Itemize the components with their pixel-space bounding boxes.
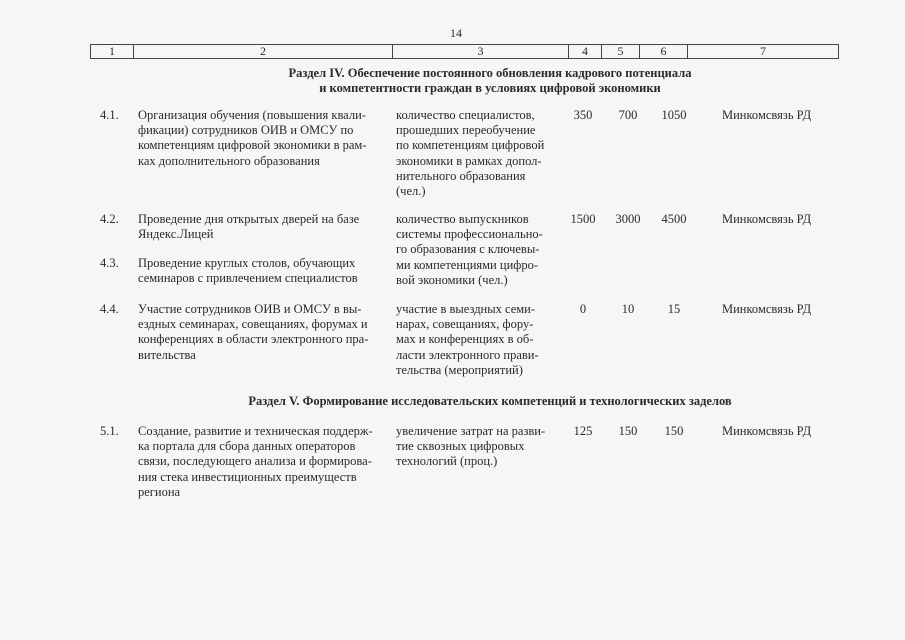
activity-line: Организация обучения (повышения квали- [138, 108, 366, 122]
activity-line: ездных семинарах, совещаниях, форумах и [138, 317, 368, 332]
activity-line: Яндекс.Лицей [138, 227, 214, 242]
activity-text [138, 256, 388, 286]
row-number: 5.1. [100, 424, 119, 438]
activity-line: Проведение круглых столов, обучающих [138, 256, 356, 270]
indicator-text [396, 424, 556, 470]
value-year2: 150 [618, 424, 638, 438]
column-number: 5 [602, 45, 640, 59]
activity-line: ния стека инвестиционных преимуществ [138, 469, 357, 484]
activity-line: региона [138, 484, 181, 499]
value-year2: 700 [618, 108, 638, 122]
column-number: 1 [91, 45, 134, 59]
indicator-line: мах и конференциях в об- [396, 332, 534, 347]
value-year1: 1500 [570, 212, 596, 226]
indicator-line: нительного образования [396, 168, 526, 183]
responsible: Минкомсвязь РД [722, 424, 812, 438]
value-year3: 1050 [661, 108, 687, 122]
activity-line: семинаров с привлечением специалистов [138, 271, 358, 286]
column-number: 6 [640, 45, 688, 59]
activity-line: фикации) сотрудников ОИВ и ОМСУ по [138, 123, 354, 138]
indicator-line: вой экономики (чел.) [396, 272, 508, 287]
value-year1: 125 [573, 424, 593, 438]
activity-line: ках дополнительного образования [138, 153, 320, 168]
row-number: 4.2. [100, 212, 119, 226]
activity-line: вительства [138, 347, 196, 362]
indicator-text [396, 212, 556, 288]
column-number: 7 [688, 45, 839, 59]
responsible: Минкомсвязь РД [722, 302, 812, 316]
value-year1: 0 [579, 302, 587, 316]
indicator-text [396, 108, 556, 199]
value-year2: 3000 [615, 212, 641, 226]
indicator-line: тельства (мероприятий) [396, 362, 523, 377]
activity-line: ка портала для сбора данных операторов [138, 439, 356, 454]
indicator-line: увеличение затрат на разви- [396, 424, 546, 438]
indicator-line: экономики в рамках допол- [396, 153, 542, 168]
activity-line: связи, последующего анализа и формирова- [138, 454, 372, 469]
indicator-line: ми компетенциями цифро- [396, 257, 539, 272]
activity-line: Создание, развитие и техническая поддерж- [138, 424, 373, 438]
indicator-line: го образования с ключевы- [396, 242, 540, 257]
responsible: Минкомсвязь РД [722, 212, 812, 226]
column-number: 3 [393, 45, 569, 59]
value-year2: 10 [621, 302, 635, 316]
indicator-line: количество специалистов, [396, 108, 535, 122]
indicator-line: (чел.) [396, 184, 426, 199]
activity-text [138, 108, 388, 169]
indicator-line: участие в выездных семи- [396, 302, 536, 316]
column-number: 4 [569, 45, 602, 59]
indicator-line: тие сквозных цифровых [396, 439, 525, 454]
indicator-line: количество выпускников [396, 212, 529, 226]
indicator-line: технологий (проц.) [396, 454, 498, 469]
row-number: 4.1. [100, 108, 119, 122]
row-number: 4.3. [100, 256, 119, 270]
indicator-line: нарах, совещаниях, фору- [396, 317, 534, 332]
value-year3: 15 [667, 302, 681, 316]
activity-line: компетенциям цифровой экономики в рам- [138, 138, 367, 153]
page-number: 14 [450, 26, 462, 40]
activity-text [138, 302, 388, 363]
activity-line: конференциях в области электронного пра- [138, 332, 369, 347]
indicator-line: системы профессионально- [396, 227, 543, 242]
activity-text [138, 212, 388, 242]
value-year3: 4500 [661, 212, 687, 226]
value-year1: 350 [573, 108, 593, 122]
activity-text [138, 424, 388, 500]
activity-line: Проведение дня открытых дверей на базе [138, 212, 360, 226]
section-5-title: Раздел V. Формирование исследовательских компетенций и технологических заделов [248, 394, 732, 408]
activity-line: Участие сотрудников ОИВ и ОМСУ в вы- [138, 302, 362, 316]
section-4-title-line1: Раздел IV. Обеспечение постоянного обновления кадрового потенциала [288, 66, 692, 80]
indicator-text [396, 302, 556, 378]
value-year3: 150 [664, 424, 684, 438]
section-4-title-line2: и компетентности граждан в условиях цифровой экономики [319, 81, 661, 95]
responsible: Минкомсвязь РД [722, 108, 812, 122]
indicator-line: по компетенциям цифровой [396, 138, 545, 153]
row-number: 4.4. [100, 302, 119, 316]
column-number-header [90, 44, 839, 59]
section-4-title [200, 66, 780, 96]
indicator-line: прошедших переобучение [396, 123, 536, 138]
indicator-line: ласти электронного прави- [396, 347, 539, 362]
column-number: 2 [134, 45, 393, 59]
